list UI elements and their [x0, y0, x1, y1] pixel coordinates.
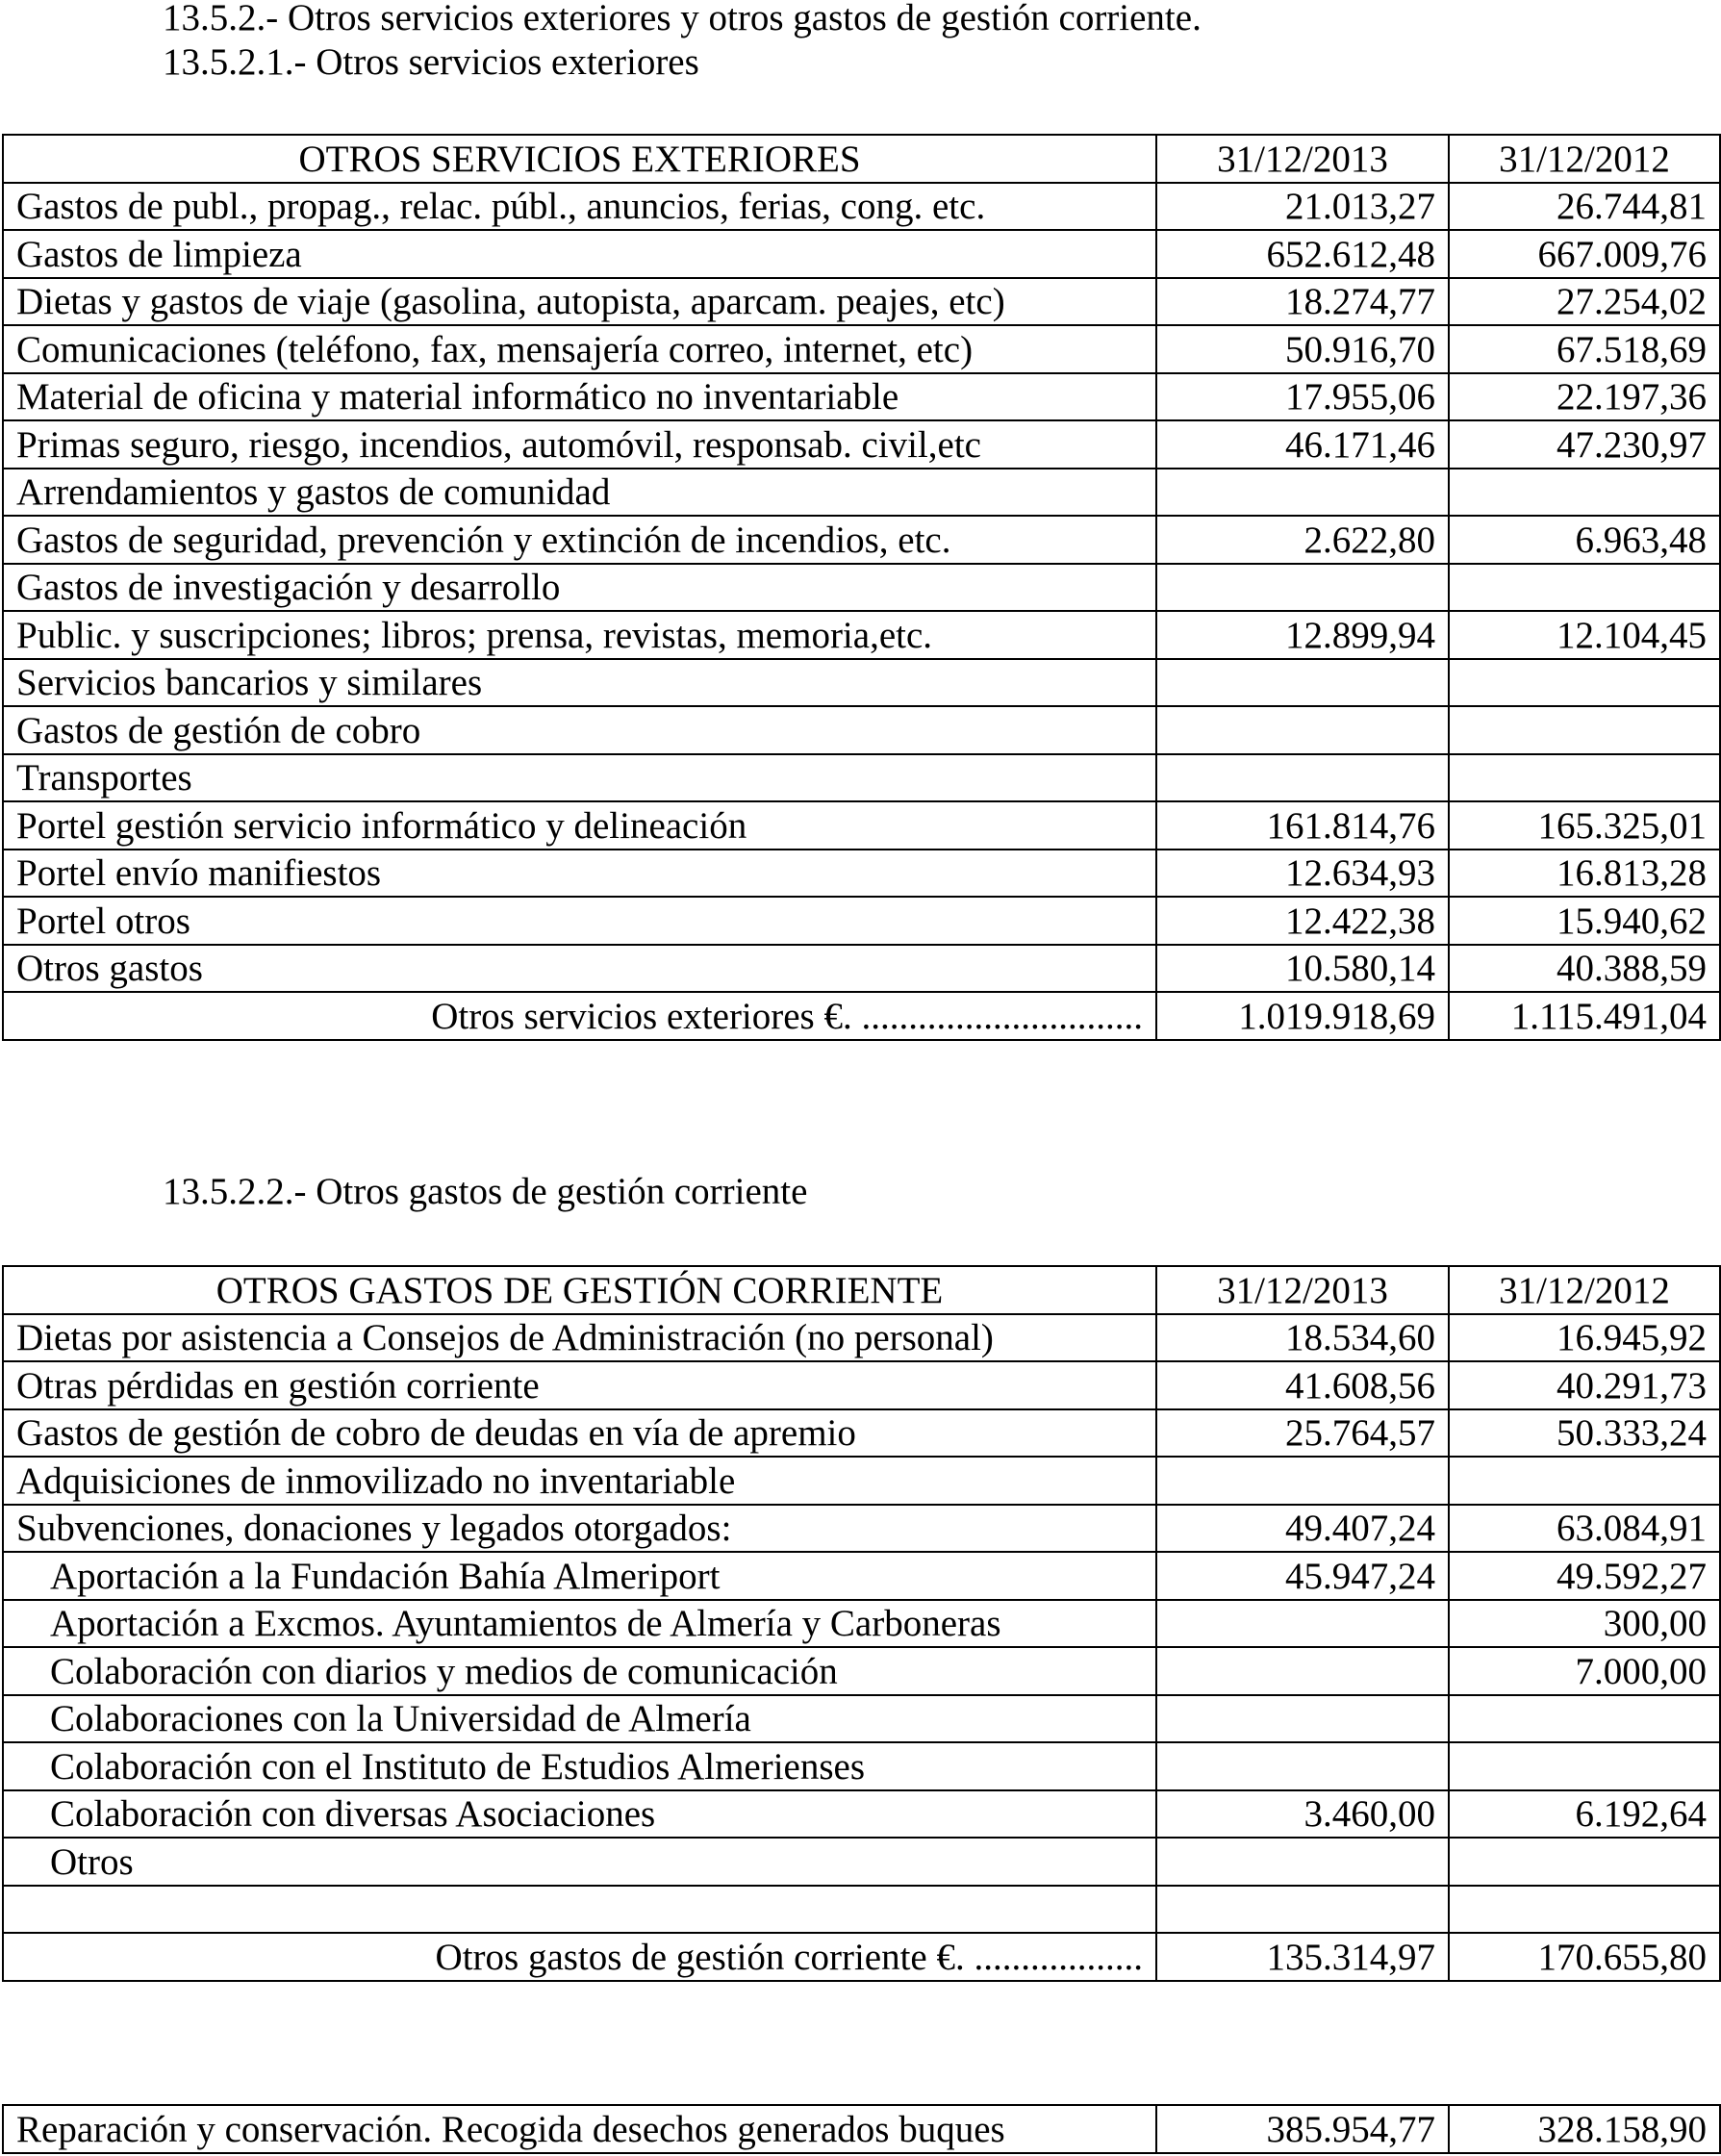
value-2012	[1449, 659, 1720, 707]
table-row	[3, 945, 1720, 993]
value-2012: 16.813,28	[1449, 850, 1720, 898]
subsection-heading-otros-gastos-gestion: 13.5.2.2.- Otros gastos de gestión corriente	[163, 1171, 808, 1212]
value-2013: 12.899,94	[1156, 611, 1449, 659]
total-label: Otros gastos de gestión corriente €. ..................	[3, 1933, 1156, 1981]
value-2013: 50.916,70	[1156, 325, 1449, 373]
table-row	[3, 2105, 1720, 2153]
row-label: Gastos de investigación y desarrollo	[3, 564, 1156, 612]
row-label: Colaboración con diversas Asociaciones	[3, 1790, 1156, 1839]
value-2012: 667.009,76	[1449, 230, 1720, 278]
value-2013	[1156, 1457, 1449, 1505]
table-row	[3, 230, 1720, 278]
total-row	[3, 992, 1720, 1040]
table-row	[3, 850, 1720, 898]
value-2013	[1156, 1600, 1449, 1648]
value-2013: 12.634,93	[1156, 850, 1449, 898]
column-header-2012: 31/12/2012	[1449, 1266, 1720, 1314]
table-header-row	[3, 1266, 1720, 1314]
table-row	[3, 1552, 1720, 1600]
row-label: Colaboración con el Instituto de Estudios Almerienses	[3, 1742, 1156, 1790]
value-2012: 27.254,02	[1449, 278, 1720, 326]
value-2012: 22.197,36	[1449, 373, 1720, 421]
value-2012	[1449, 754, 1720, 802]
value-2013: 385.954,77	[1156, 2105, 1449, 2153]
value-2012: 40.291,73	[1449, 1361, 1720, 1409]
table-row	[3, 1409, 1720, 1458]
table-row	[3, 183, 1720, 231]
value-2013: 161.814,76	[1156, 801, 1449, 850]
table-row	[3, 373, 1720, 421]
table-row	[3, 1886, 1720, 1934]
total-2012: 1.115.491,04	[1449, 992, 1720, 1040]
row-label: Portel envío manifiestos	[3, 850, 1156, 898]
table-row	[3, 611, 1720, 659]
row-label: Dietas y gastos de viaje (gasolina, autopista, aparcam. peajes, etc)	[3, 278, 1156, 326]
value-2013	[1156, 1695, 1449, 1743]
total-2013: 1.019.918,69	[1156, 992, 1449, 1040]
value-2012	[1449, 1695, 1720, 1743]
row-label: Material de oficina y material informático no inventariable	[3, 373, 1156, 421]
subsection-heading-otros-servicios-exteriores: 13.5.2.1.- Otros servicios exteriores	[163, 41, 699, 83]
value-2012: 16.945,92	[1449, 1314, 1720, 1362]
reparacion-conservacion-table	[2, 2104, 1721, 2154]
row-label: Subvenciones, donaciones y legados otorgados:	[3, 1505, 1156, 1553]
row-label: Adquisiciones de inmovilizado no inventariable	[3, 1457, 1156, 1505]
row-label: Gastos de publ., propag., relac. públ., anuncios, ferias, cong. etc.	[3, 183, 1156, 231]
value-2012: 49.592,27	[1449, 1552, 1720, 1600]
table-header-row	[3, 135, 1720, 183]
table-row	[3, 469, 1720, 517]
value-2012: 6.192,64	[1449, 1790, 1720, 1839]
value-2012: 26.744,81	[1449, 183, 1720, 231]
column-header-concept: OTROS SERVICIOS EXTERIORES	[3, 135, 1156, 183]
value-2012	[1449, 706, 1720, 754]
value-2013	[1156, 1742, 1449, 1790]
table-row	[3, 1647, 1720, 1695]
row-label: Primas seguro, riesgo, incendios, automóvil, responsab. civil,etc	[3, 420, 1156, 469]
value-2013	[1156, 469, 1449, 517]
row-label: Gastos de gestión de cobro	[3, 706, 1156, 754]
row-label: Arrendamientos y gastos de comunidad	[3, 469, 1156, 517]
value-2012: 6.963,48	[1449, 516, 1720, 564]
value-2012: 15.940,62	[1449, 897, 1720, 945]
table-row	[3, 325, 1720, 373]
row-label: Servicios bancarios y similares	[3, 659, 1156, 707]
total-label: Otros servicios exteriores €. ..............................	[3, 992, 1156, 1040]
table-row	[3, 1314, 1720, 1362]
value-2013: 2.622,80	[1156, 516, 1449, 564]
value-2013: 17.955,06	[1156, 373, 1449, 421]
value-2012: 47.230,97	[1449, 420, 1720, 469]
column-header-2013: 31/12/2013	[1156, 135, 1449, 183]
total-row	[3, 1933, 1720, 1981]
value-2013: 21.013,27	[1156, 183, 1449, 231]
table-row	[3, 516, 1720, 564]
value-2012: 63.084,91	[1449, 1505, 1720, 1553]
value-2012: 50.333,24	[1449, 1409, 1720, 1458]
value-2013: 3.460,00	[1156, 1790, 1449, 1839]
value-2012: 40.388,59	[1449, 945, 1720, 993]
row-label: Aportación a la Fundación Bahía Almeriport	[3, 1552, 1156, 1600]
value-2013	[1156, 754, 1449, 802]
value-2013	[1156, 706, 1449, 754]
table-row	[3, 564, 1720, 612]
value-2013: 18.534,60	[1156, 1314, 1449, 1362]
value-2012	[1449, 1886, 1720, 1934]
table-row	[3, 1600, 1720, 1648]
value-2012: 165.325,01	[1449, 801, 1720, 850]
value-2013: 12.422,38	[1156, 897, 1449, 945]
table-row	[3, 754, 1720, 802]
table-row	[3, 420, 1720, 469]
total-2013: 135.314,97	[1156, 1933, 1449, 1981]
value-2012: 67.518,69	[1449, 325, 1720, 373]
section-heading: 13.5.2.- Otros servicios exteriores y otros gastos de gestión corriente.	[163, 0, 1202, 38]
row-label: Reparación y conservación. Recogida desechos generados buques	[3, 2105, 1156, 2153]
value-2013: 49.407,24	[1156, 1505, 1449, 1553]
value-2013: 46.171,46	[1156, 420, 1449, 469]
value-2012	[1449, 564, 1720, 612]
column-header-2012: 31/12/2012	[1449, 135, 1720, 183]
row-label: Aportación a Excmos. Ayuntamientos de Almería y Carboneras	[3, 1600, 1156, 1648]
value-2013: 45.947,24	[1156, 1552, 1449, 1600]
row-label: Otras pérdidas en gestión corriente	[3, 1361, 1156, 1409]
value-2013: 41.608,56	[1156, 1361, 1449, 1409]
value-2012	[1449, 1457, 1720, 1505]
row-label: Otros	[3, 1838, 1156, 1886]
table-row	[3, 659, 1720, 707]
value-2013	[1156, 1838, 1449, 1886]
table-row	[3, 1361, 1720, 1409]
row-label: Public. y suscripciones; libros; prensa, revistas, memoria,etc.	[3, 611, 1156, 659]
table-row	[3, 1790, 1720, 1839]
table-row	[3, 1457, 1720, 1505]
value-2013	[1156, 564, 1449, 612]
row-label: Transportes	[3, 754, 1156, 802]
otros-gastos-gestion-corriente-table	[2, 1265, 1721, 1982]
table-row	[3, 1838, 1720, 1886]
value-2012	[1449, 469, 1720, 517]
value-2013: 10.580,14	[1156, 945, 1449, 993]
value-2012: 300,00	[1449, 1600, 1720, 1648]
row-label: Gastos de seguridad, prevención y extinción de incendios, etc.	[3, 516, 1156, 564]
row-label: Otros gastos	[3, 945, 1156, 993]
row-label: Portel otros	[3, 897, 1156, 945]
value-2012	[1449, 1742, 1720, 1790]
table-row	[3, 278, 1720, 326]
column-header-2013: 31/12/2013	[1156, 1266, 1449, 1314]
value-2013	[1156, 1647, 1449, 1695]
row-label: Gastos de limpieza	[3, 230, 1156, 278]
column-header-concept: OTROS GASTOS DE GESTIÓN CORRIENTE	[3, 1266, 1156, 1314]
row-label: Comunicaciones (teléfono, fax, mensajería correo, internet, etc)	[3, 325, 1156, 373]
table-row	[3, 897, 1720, 945]
value-2013: 25.764,57	[1156, 1409, 1449, 1458]
value-2012	[1449, 1838, 1720, 1886]
total-2012: 170.655,80	[1449, 1933, 1720, 1981]
table-row	[3, 706, 1720, 754]
table-row	[3, 1742, 1720, 1790]
row-label: Portel gestión servicio informático y delineación	[3, 801, 1156, 850]
otros-servicios-exteriores-table	[2, 134, 1721, 1041]
row-label	[3, 1886, 1156, 1934]
value-2013	[1156, 659, 1449, 707]
value-2012: 7.000,00	[1449, 1647, 1720, 1695]
value-2013: 652.612,48	[1156, 230, 1449, 278]
row-label: Colaboraciones con la Universidad de Almería	[3, 1695, 1156, 1743]
value-2012: 12.104,45	[1449, 611, 1720, 659]
value-2013: 18.274,77	[1156, 278, 1449, 326]
table-row	[3, 1505, 1720, 1553]
table-row	[3, 801, 1720, 850]
value-2012: 328.158,90	[1449, 2105, 1720, 2153]
table-row	[3, 1695, 1720, 1743]
row-label: Dietas por asistencia a Consejos de Administración (no personal)	[3, 1314, 1156, 1362]
row-label: Colaboración con diarios y medios de comunicación	[3, 1647, 1156, 1695]
row-label: Gastos de gestión de cobro de deudas en vía de apremio	[3, 1409, 1156, 1458]
value-2013	[1156, 1886, 1449, 1934]
